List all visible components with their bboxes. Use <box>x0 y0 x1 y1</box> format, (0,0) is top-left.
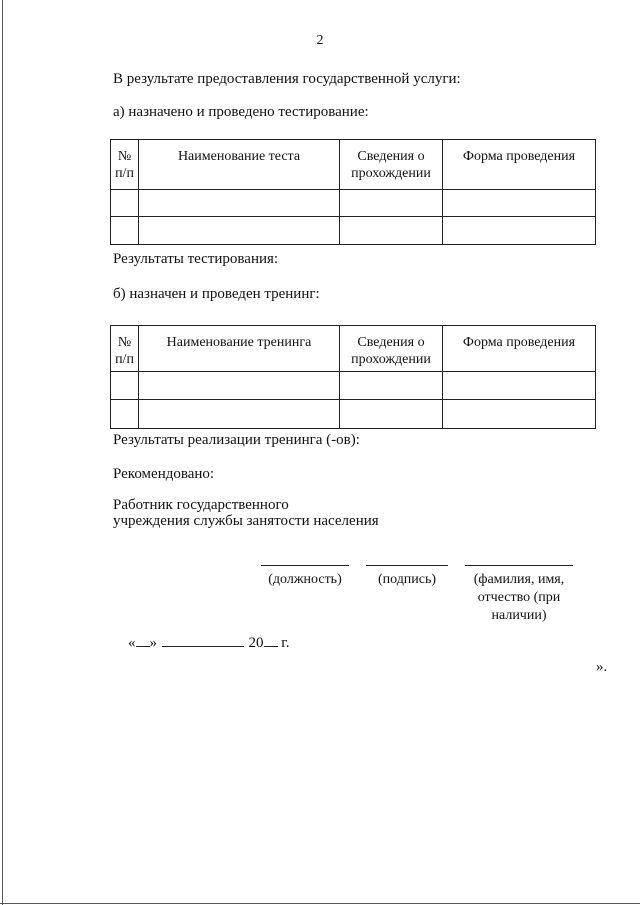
table-cell[interactable] <box>111 190 139 217</box>
intro-text: В результате предоставления государственной услуги: <box>113 71 461 87</box>
table-cell[interactable] <box>443 400 596 429</box>
table-row <box>111 217 596 245</box>
table-cell[interactable] <box>111 372 139 400</box>
name-signature-line[interactable] <box>465 565 573 566</box>
year-suffix: г. <box>281 635 290 651</box>
col-form-header: Форма проведения <box>443 140 596 190</box>
col-training-name-header: Наименование тренинга <box>139 326 340 372</box>
signature-line[interactable] <box>366 565 448 566</box>
page-edge-bottom <box>0 903 640 904</box>
col-completion-header: Сведения о прохождении <box>340 140 443 190</box>
worker-title-line2: учреждения службы занятости населения <box>113 513 379 529</box>
page-edge-left <box>2 0 3 905</box>
year-prefix: 20 <box>248 635 264 651</box>
table-cell[interactable] <box>443 217 596 245</box>
table-row <box>111 372 596 400</box>
full-name-label-line3: наличии) <box>491 608 547 623</box>
recommended-label: Рекомендовано: <box>113 466 215 482</box>
table-cell[interactable] <box>340 190 443 217</box>
training-table <box>110 325 596 429</box>
table-cell[interactable] <box>340 400 443 429</box>
signature-label: (подпись) <box>377 572 437 587</box>
col-number-header: № п/п <box>111 326 139 372</box>
closing-mark: ». <box>596 659 608 675</box>
col-form-header: Форма проведения <box>443 326 596 372</box>
table-cell[interactable] <box>139 400 340 429</box>
worker-title-line1: Работник государственного <box>113 497 289 513</box>
section-b-heading: б) назначен и проведен тренинг: <box>113 286 320 302</box>
year-blank[interactable] <box>264 632 278 647</box>
testing-table <box>110 139 596 245</box>
date-open-quote: « <box>128 635 136 651</box>
date-line <box>128 632 289 652</box>
full-name-label-line2: отчество (при <box>477 590 561 605</box>
table-row <box>111 400 596 429</box>
table-header-row <box>111 326 596 372</box>
date-close-quote: » <box>149 635 157 651</box>
col-number-header: № п/п <box>111 140 139 190</box>
month-blank[interactable] <box>162 632 244 647</box>
table-cell[interactable] <box>111 400 139 429</box>
col-test-name-header: Наименование теста <box>139 140 340 190</box>
table-cell[interactable] <box>340 217 443 245</box>
table-cell[interactable] <box>111 217 139 245</box>
section-a-heading: а) назначено и проведено тестирование: <box>113 104 369 120</box>
page-number: 2 <box>316 33 324 48</box>
position-signature-line[interactable] <box>261 565 349 566</box>
col-completion-header: Сведения о прохождении <box>340 326 443 372</box>
position-label: (должность) <box>268 572 342 587</box>
day-blank[interactable] <box>136 632 150 647</box>
training-results-label: Результаты реализации тренинга (-ов): <box>113 432 360 448</box>
full-name-label <box>458 571 580 625</box>
table-cell[interactable] <box>139 372 340 400</box>
table-cell[interactable] <box>340 372 443 400</box>
table-cell[interactable] <box>139 190 340 217</box>
table-row <box>111 190 596 217</box>
table-cell[interactable] <box>139 217 340 245</box>
full-name-label-line1: (фамилия, имя, <box>473 572 565 587</box>
table-cell[interactable] <box>443 372 596 400</box>
table-header-row <box>111 140 596 190</box>
testing-results-label: Результаты тестирования: <box>113 251 279 267</box>
table-cell[interactable] <box>443 190 596 217</box>
